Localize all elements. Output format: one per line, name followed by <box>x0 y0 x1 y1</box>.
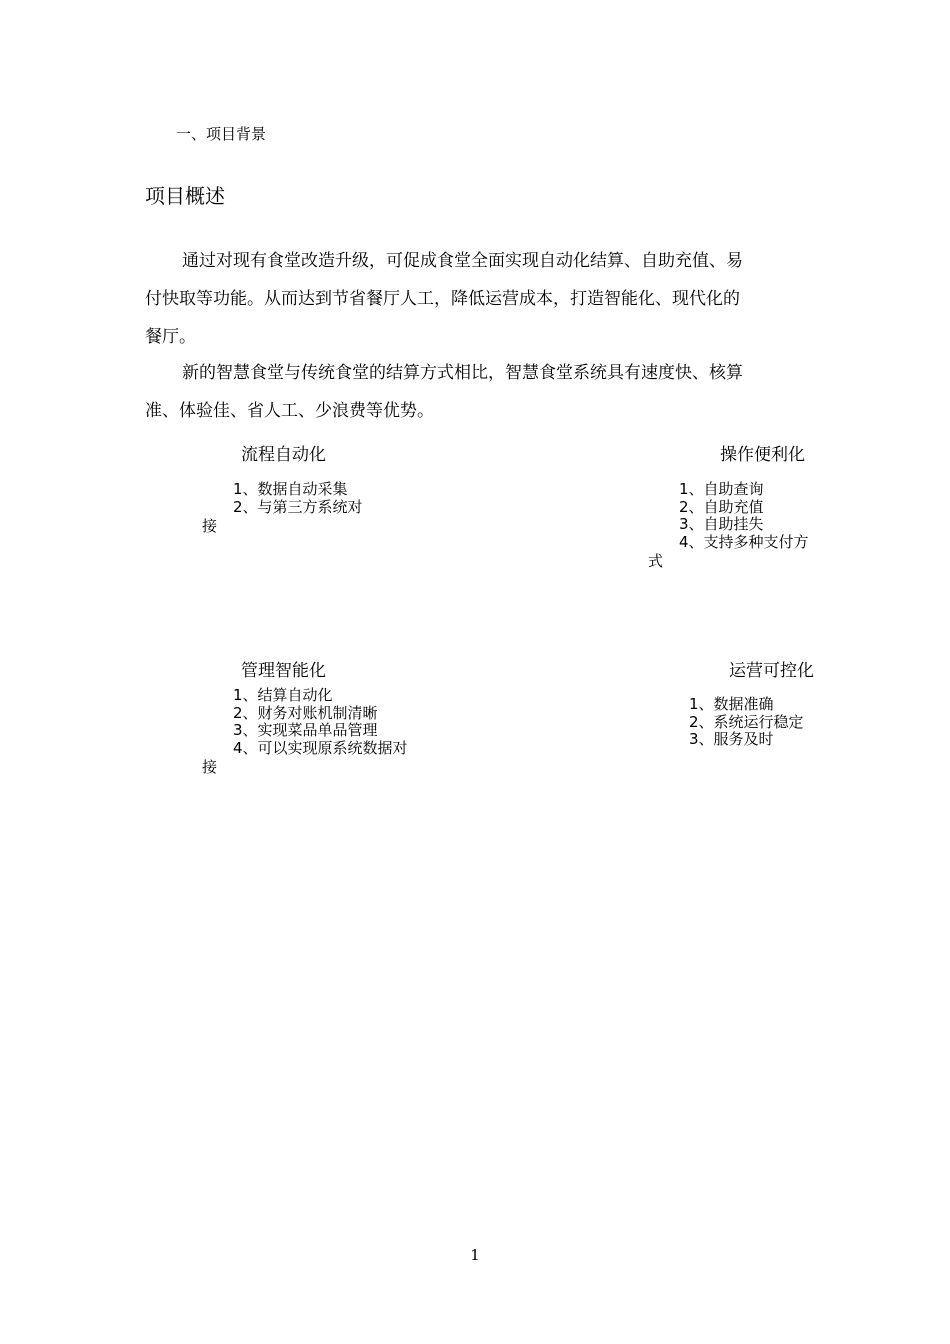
list-item: 4、支持多种支付方 <box>679 532 809 551</box>
paragraph-2-line-2: 准、体验佳、省人工、少浪费等优势。 <box>145 401 434 421</box>
list-item: 1、结算自动化 <box>233 686 333 704</box>
list-item: 3、自助挂失 <box>679 515 764 533</box>
feature-control-list <box>689 696 804 749</box>
feature-process-continuation: 接 <box>202 517 218 535</box>
paragraph-2-line-1: 新的智慧食堂与传统食堂的结算方式相比，智慧食堂系统具有速度快、核算 <box>182 363 743 383</box>
feature-management-title: 管理智能化 <box>241 661 326 681</box>
list-item: 1、数据准确 <box>689 695 774 713</box>
feature-management-continuation: 接 <box>202 758 218 776</box>
feature-operation-list <box>679 481 809 551</box>
feature-management-list <box>233 687 408 757</box>
paragraph-1-line-2: 付快取等功能。从而达到节省餐厅人工，降低运营成本，打造智能化、现代化的 <box>145 289 740 309</box>
feature-process-title: 流程自动化 <box>241 445 326 465</box>
paragraph-1 <box>145 242 743 356</box>
page-number: 1 <box>470 1246 480 1264</box>
list-item: 3、服务及时 <box>689 730 774 748</box>
list-item: 2、自助充值 <box>679 497 764 516</box>
feature-process-list <box>233 481 363 516</box>
section-heading: 一、项目背景 <box>176 125 267 143</box>
paragraph-2 <box>145 354 743 430</box>
paragraph-1-line-1: 通过对现有食堂改造升级，可促成食堂全面实现自动化结算、自助充值、易 <box>182 251 743 271</box>
list-item: 4、可以实现原系统数据对 <box>233 738 408 757</box>
list-item: 2、与第三方系统对 <box>233 497 363 516</box>
list-item: 1、自助查询 <box>679 480 764 498</box>
list-item: 3、实现菜品单品管理 <box>233 721 378 739</box>
list-item: 2、系统运行稳定 <box>689 712 804 731</box>
list-item: 1、数据自动采集 <box>233 480 348 498</box>
list-item: 2、财务对账机制清晰 <box>233 703 378 722</box>
page-title: 项目概述 <box>145 184 225 208</box>
feature-operation-title: 操作便利化 <box>720 445 805 465</box>
feature-control-title: 运营可控化 <box>729 661 814 681</box>
feature-operation-continuation: 式 <box>648 552 664 570</box>
paragraph-1-line-3: 餐厅。 <box>145 327 196 347</box>
